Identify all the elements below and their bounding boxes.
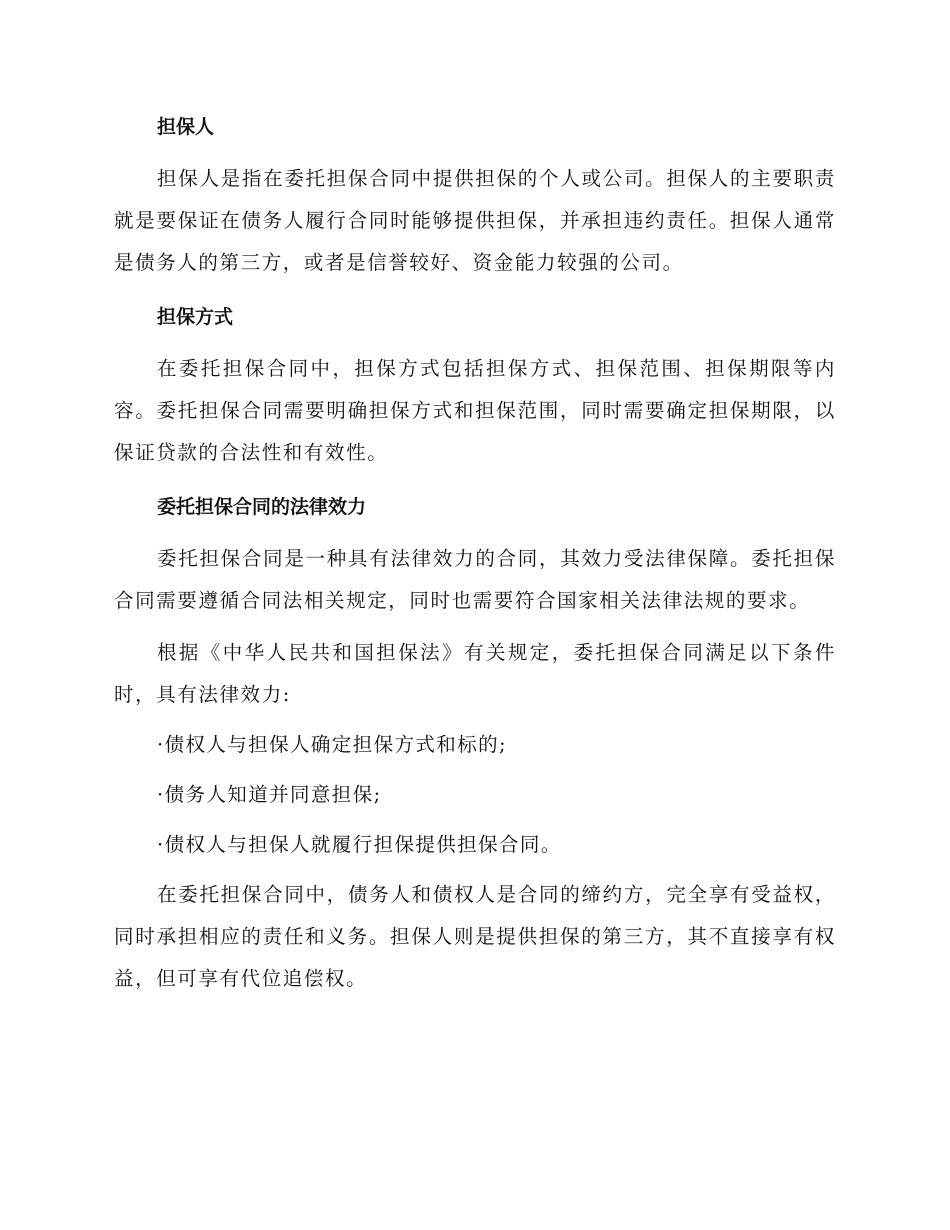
paragraph-guarantor: 担保人是指在委托担保合同中提供担保的个人或公司。担保人的主要职责就是要保证在债务人履行合同时能够提供担保，并承担违约责任。担保人通常是债务人的第三方，或者是信誉较好、资金能力较强的公司。 [114,167,836,274]
paragraph-legal-effect: 委托担保合同是一种具有法律效力的合同，其效力受法律保障。委托担保合同需要遵循合同法相关规定，同时也需要符合国家相关法律法规的要求。 [114,547,836,612]
paragraph-legal-conditions: 根据《中华人民共和国担保法》有关规定，委托担保合同满足以下条件时，具有法律效力: [114,641,836,706]
section-heading-guarantee-method: 担保方式 [157,306,234,328]
section-heading-guarantor: 担保人 [157,116,215,138]
paragraph-closing: 在委托担保合同中，债务人和债权人是合同的缔约方，完全享有受益权，同时承担相应的责任和义务。担保人则是提供担保的第三方，其不直接享有权益，但可享有代位追偿权。 [114,883,836,990]
list-item: ·债务人知道并同意担保; [157,783,382,806]
section-heading-legal-effect: 委托担保合同的法律效力 [157,496,367,518]
list-item: ·债权人与担保人确定担保方式和标的; [157,733,507,756]
list-item: ·债权人与担保人就履行担保提供担保合同。 [157,833,562,856]
paragraph-guarantee-method: 在委托担保合同中，担保方式包括担保方式、担保范围、担保期限等内容。委托担保合同需要明确担保方式和担保范围，同时需要确定担保期限，以保证贷款的合法性和有效性。 [114,357,836,464]
document-page [114,104,836,1000]
